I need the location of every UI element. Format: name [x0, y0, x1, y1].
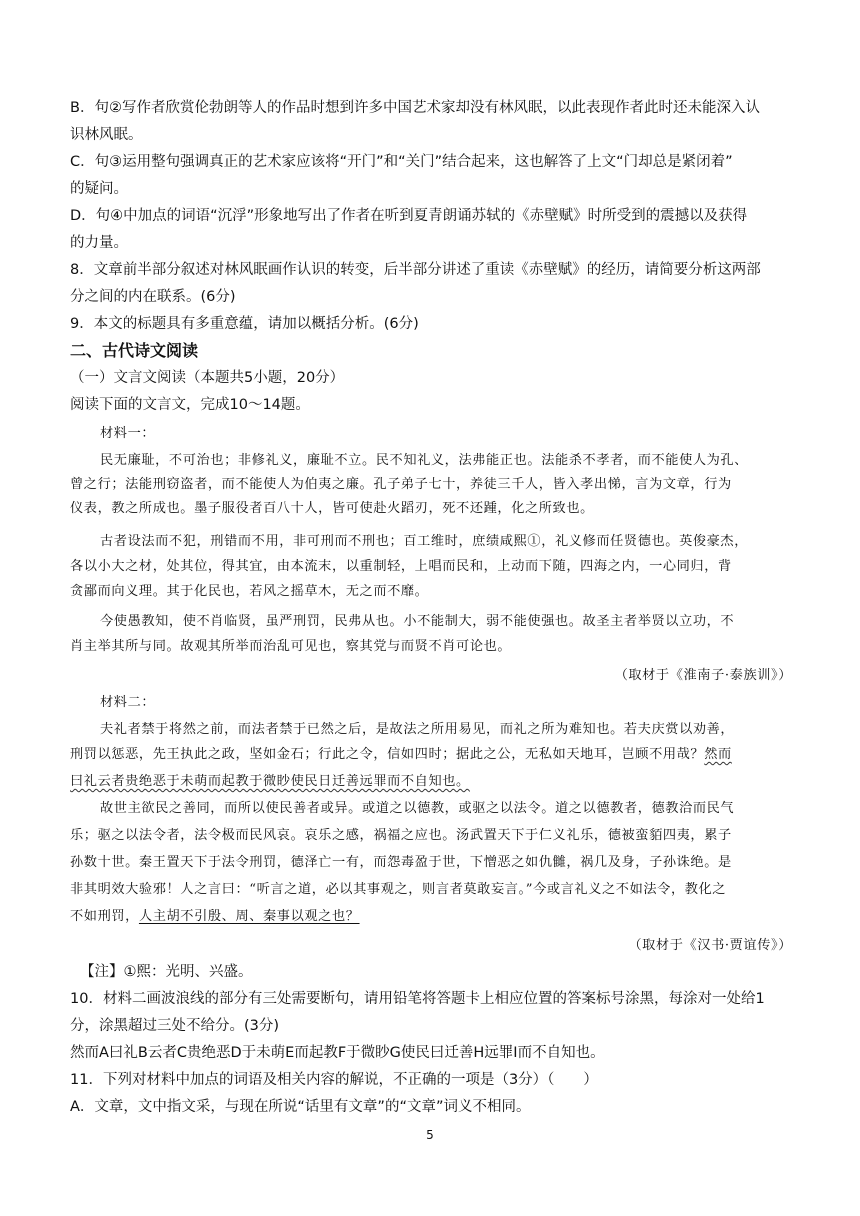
- passage-4-line-1: 夫礼者禁于将然之前，而法者禁于已然之后，是故法之所用易见，而礼之所为难知也。若夫庆赏以劝善，: [100, 722, 735, 737]
- passage-1-line-1: 民无廉耻，不可治也；非修礼义，廉耻不立。民不知礼义，法弗能正也。法能杀不孝者，而不能使人为孔、: [100, 453, 749, 468]
- page-number: 5: [426, 1128, 434, 1142]
- passage-2-line-3: 贪鄙而向义理。其于化民也，若风之摇草木，无之而不靡。: [70, 584, 429, 599]
- question-10-options: 然而A曰礼B云者C贵绝恶D于未萌E而起教F于微眇G使民曰迁善H远罪I而不自知也。: [70, 1045, 605, 1061]
- option-d-line-2: 的力量。: [70, 235, 128, 251]
- passage-4-line-2-text: 刑罚以惩恶，先王执此之政，坚如金石；行此之令，信如四时；据此之公，无私如天地耳，岂顾不用哉？: [70, 747, 705, 762]
- passage-1-line-3: 仪表，教之所成也。墨子服役者百八十人，皆可使赴火蹈刃，死不还踵，化之所致也。: [70, 501, 594, 516]
- passage-4-line-2: [70, 745, 792, 765]
- question-10-line-2: 分，涂黑超过三处不给分。(3分): [70, 1018, 280, 1034]
- material-one-label: 材料一：: [100, 426, 156, 441]
- material-two-label: 材料二：: [100, 695, 156, 710]
- wavy-underlined-text: 然而: [704, 747, 732, 762]
- question-11-option-a: A．文章，文中指文采，与现在所说“话里有文章”的“文章”词义不相同。: [70, 1099, 531, 1115]
- source-1: （取材于《淮南子·泰族训》）: [614, 668, 792, 683]
- passage-1-line-2: 曾之行；法能刑窃盗者，而不能使人为伯夷之廉。孔子弟子七十，养徒三千人，皆入孝出悌，言为文章，行为: [70, 477, 732, 492]
- passage-5-line-2: 乐；驱之以法令者，法令极而民风哀。哀乐之感，祸福之应也。汤武置天下于仁义礼乐，德被蛮貊四夷，累子: [70, 828, 732, 843]
- passage-3-line-1: 今使愚教知，使不肖临贤，虽严刑罚，民弗从也。小不能制大，弱不能使强也。故圣主者举贤以立功，不: [100, 614, 735, 629]
- subsection-heading: （一）文言文阅读（本题共5小题，20分）: [70, 370, 345, 386]
- instructions: 阅读下面的文言文，完成10～14题。: [70, 397, 310, 413]
- option-c-line-2: 的疑问。: [70, 181, 128, 197]
- question-8-line-1: 8．文章前半部分叙述对林风眠画作认识的转变，后半部分讲述了重读《赤壁赋》的经历，请简要分析这两部: [70, 262, 761, 278]
- option-b-line-1: B．句②写作者欣赏伦勃朗等人的作品时想到许多中国艺术家却没有林风眠，以此表现作者此时还未能深入认: [70, 100, 760, 116]
- passage-5-line-5: [70, 907, 792, 927]
- section-heading: 二、古代诗文阅读: [70, 341, 199, 360]
- passage-3-line-2: 肖主举其所与同。故观其所举而治乱可见也，察其党与而贤不肖可论也。: [70, 639, 512, 654]
- wavy-underlined-text-cont: 曰礼云者贵绝恶于未萌而起教于微眇使民日迁善远罪而不自知也。: [70, 774, 470, 789]
- question-9: 9．本文的标题具有多重意蕴，请加以概括分析。(6分): [70, 316, 419, 332]
- option-c-line-1: C．句③运用整句强调真正的艺术家应该将“开门”和“关门”结合起来，这也解答了上文“门却总是紧闭着”: [70, 154, 733, 170]
- option-d-line-1: D．句④中加点的词语“沉浮”形象地写出了作者在听到夏青朗诵苏轼的《赤壁赋》时所受到的震撼以及获得: [70, 208, 748, 224]
- passage-2-line-2: 各以小大之材，处其位，得其宜，由本流末，以重制轻，上唱而民和，上动而下随，四海之内，一心同归，背: [70, 559, 732, 574]
- option-b-line-2: 识林风眠。: [70, 127, 143, 143]
- passage-5-line-4: 非其明效大验邪！人之言曰：“听言之道，必以其事观之，则言者莫敢妄言。”今或言礼义之不如法令，教化之: [70, 882, 727, 897]
- question-10-line-1: 10．材料二画波浪线的部分有三处需要断句，请用铅笔将答题卡上相应位置的答案标号涂黑，每涂对一处给1: [70, 991, 765, 1007]
- annotation-note: 【注】①熙：光明、兴盛。: [80, 964, 253, 980]
- passage-5-line-1: 故世主欲民之善同，而所以使民善者或异。或道之以德教，或驱之以法令。道之以德教者，德教洽而民气: [100, 801, 735, 816]
- underlined-sentence: 人主胡不引殷、周、秦事以观之也？: [138, 909, 360, 924]
- source-2: （取材于《汉书·贾谊传》）: [628, 938, 792, 953]
- passage-5-line-3: 孙数十世。秦王置天下于法令刑罚，德泽亡一有，而怨毒盈于世，下憎恶之如仇雠，祸几及身，子孙诛绝。是: [70, 855, 732, 870]
- passage-2-line-1: 古者设法而不犯，刑错而不用，非可刑而不刑也；百工维时，庶绩咸熙①，礼义修而任贤德也。英俊豪杰，: [100, 534, 749, 549]
- question-11: 11．下列对材料中加点的词语及相关内容的解说，不正确的一项是（3分）（ ）: [70, 1072, 598, 1088]
- passage-4-line-3: [70, 772, 792, 792]
- passage-5-line-5-text: 不如刑罚，: [70, 909, 139, 924]
- question-8-line-2: 分之间的内在联系。(6分): [70, 289, 236, 305]
